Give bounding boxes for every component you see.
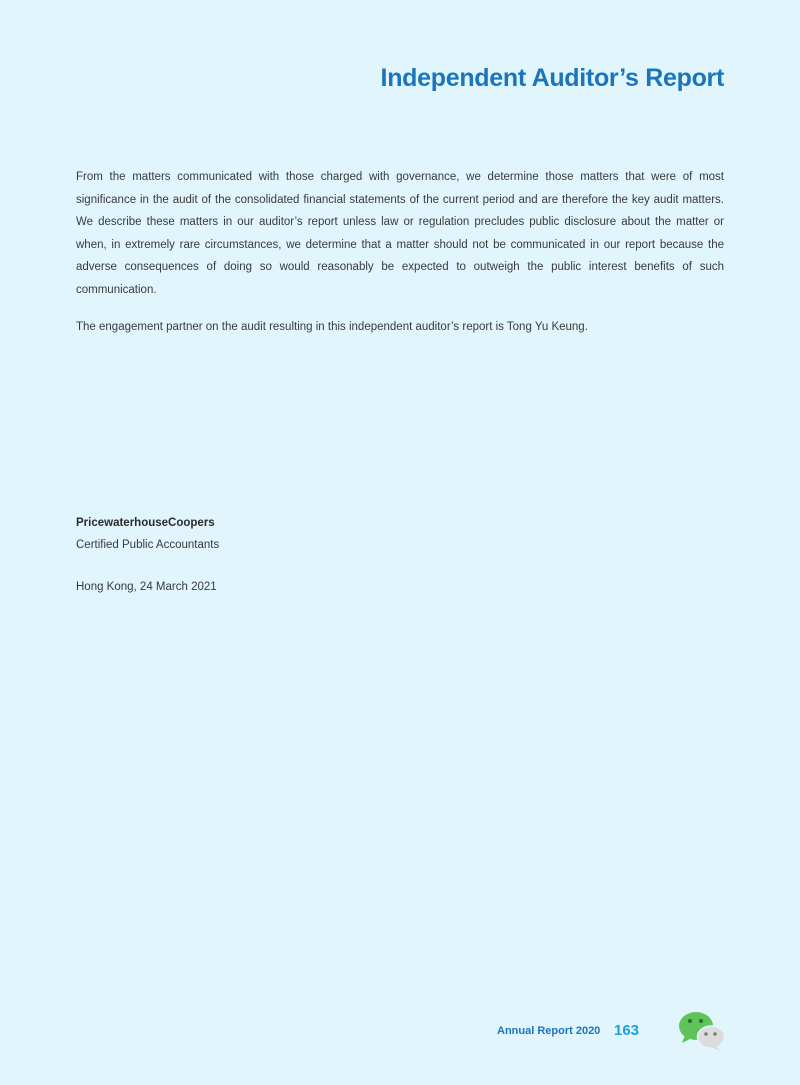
footer-report-label: Annual Report 2020 bbox=[497, 1025, 601, 1037]
page-title: Independent Auditor’s Report bbox=[380, 64, 724, 92]
auditor-firm-name: PricewaterhouseCoopers bbox=[76, 517, 215, 529]
wechat-logo-icon bbox=[676, 1010, 728, 1052]
auditor-designation: Certified Public Accountants bbox=[76, 539, 220, 551]
page-number: 163 bbox=[614, 1022, 640, 1039]
key-audit-matters-paragraph: From the matters communicated with those charged with governance, we determine those matters that were of most significance in the audit of the consolidated financial statements of the current period and are therefore the key audit matters. We describe these matters in our auditor’s report unless law or regulation precludes public disclosure about the matter or when, in extremely rare circumstances, we determine that a matter should not be communicated in our report because the adverse consequences of doing so would reasonably be expected to outweigh the public interest benefits of such communication. bbox=[76, 171, 724, 296]
engagement-partner-paragraph: The engagement partner on the audit resulting in this independent auditor’s report is Tong Yu Keung. bbox=[76, 321, 588, 333]
signing-place-date: Hong Kong, 24 March 2021 bbox=[76, 581, 217, 593]
